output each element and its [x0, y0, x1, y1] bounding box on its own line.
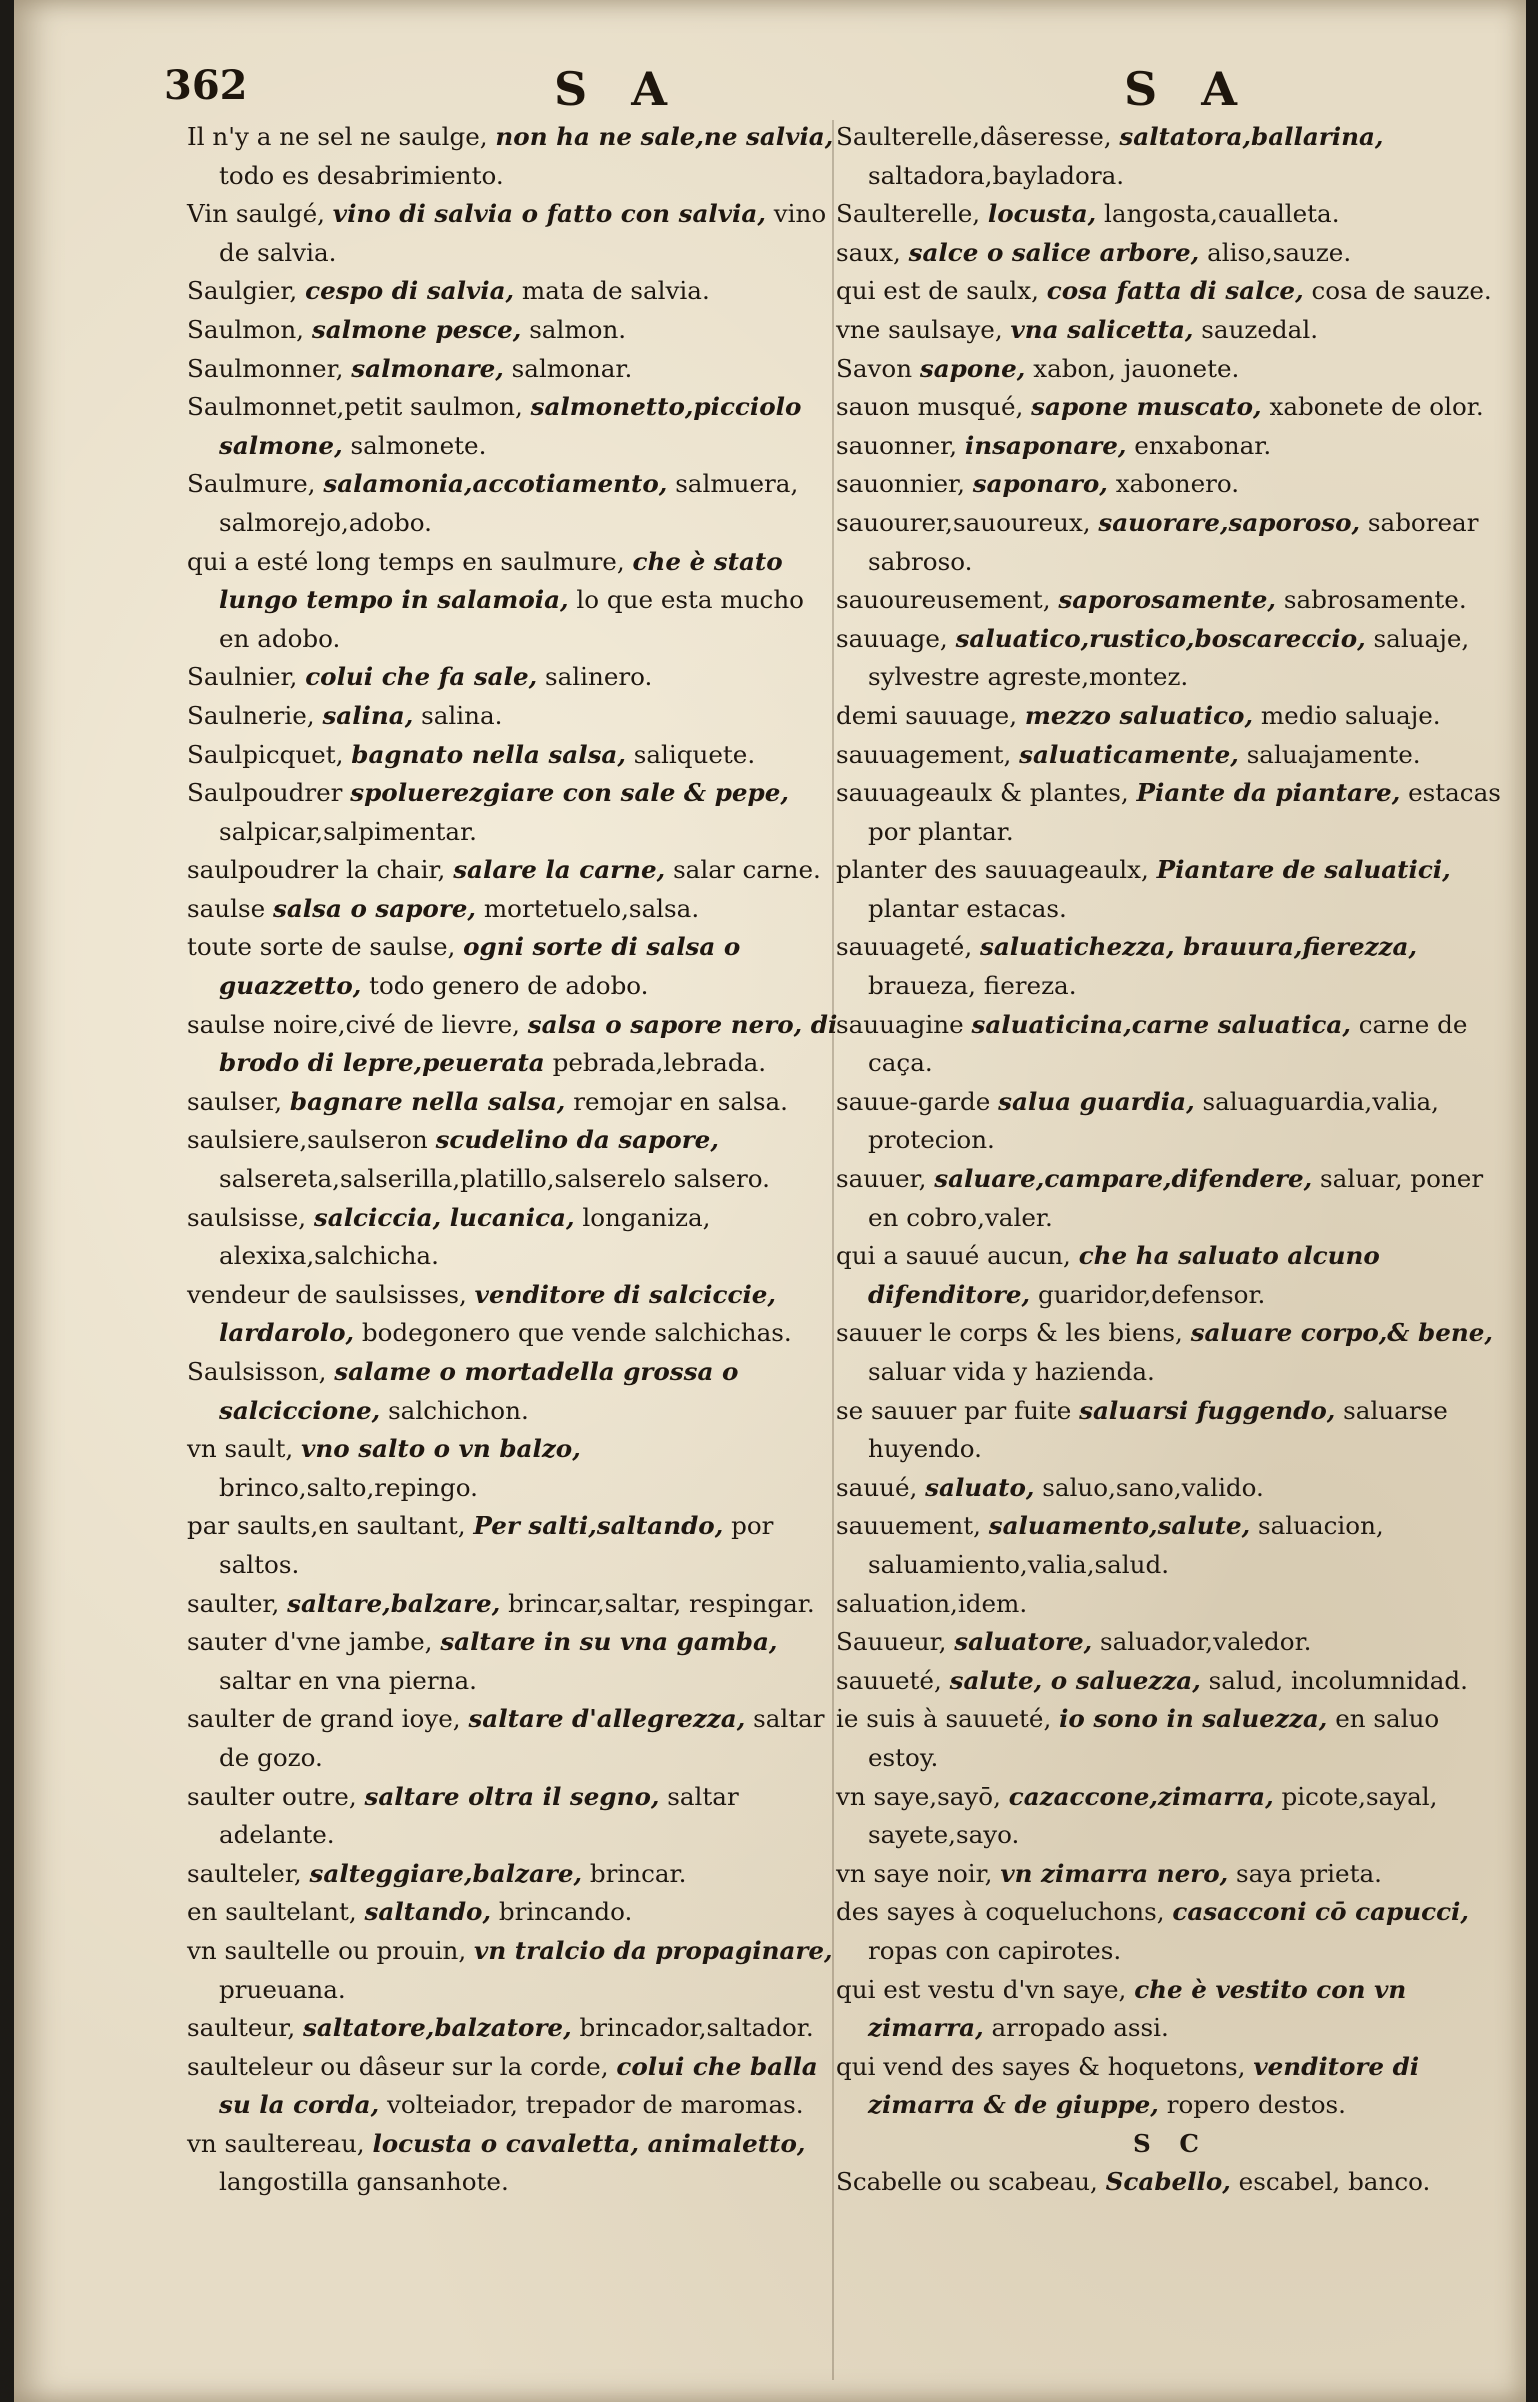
entry-spanish: salpicar,salpimentar. — [219, 816, 477, 846]
dictionary-entry — [187, 658, 839, 697]
entry-french: Saulpoudrer — [187, 778, 343, 808]
dictionary-page — [14, 0, 1526, 2402]
dictionary-entry — [187, 890, 839, 929]
entry-italian: salame o mortadella grossa o salciccione, — [219, 1357, 739, 1425]
entry-italian: salce o salice arbore, — [908, 237, 1200, 267]
entry-italian: salina, — [322, 700, 414, 730]
entry-french: qui a sauué aucun, — [836, 1241, 1071, 1271]
entry-french: saulse noire,civé de lievre, — [187, 1009, 520, 1039]
dictionary-entry — [836, 1778, 1506, 1855]
entry-french: Saulnier, — [187, 662, 298, 692]
entry-italian: vno salto o vn balzo, — [301, 1434, 581, 1464]
entry-spanish: en saluo estoy. — [868, 1704, 1440, 1772]
entry-french: Savon — [836, 353, 913, 383]
entry-french: toute sorte de saulse, — [187, 932, 456, 962]
entry-italian: saluarsi fuggendo, — [1079, 1395, 1336, 1425]
entry-italian: saluatore, — [954, 1627, 1093, 1657]
entry-italian: salsa o sapore, — [273, 893, 476, 923]
entry-french: Saulsisson, — [187, 1357, 327, 1386]
left-running-head: S A — [554, 62, 681, 116]
dictionary-entry — [187, 1353, 839, 1430]
entry-italian: sauorare,saporoso, — [1098, 507, 1361, 537]
dictionary-entry — [187, 272, 839, 311]
entry-french: sauon musqué, — [836, 392, 1024, 422]
entry-italian: saluare,campare,difendere, — [934, 1164, 1313, 1194]
dictionary-entry — [187, 1006, 839, 1083]
dictionary-entry — [836, 581, 1506, 620]
dictionary-entry — [836, 195, 1506, 234]
dictionary-entry — [836, 234, 1506, 273]
entry-italian: saluaticina,carne saluatica, — [971, 1009, 1351, 1039]
entry-italian: scudelino da sapore, — [435, 1125, 719, 1155]
entry-spanish: brinco,salto,repingo. — [219, 1472, 478, 1502]
entry-italian: saluatichezza, brauura,fierezza, — [980, 932, 1418, 962]
entry-spanish: arropado assi. — [991, 2013, 1169, 2043]
entry-italian: saluato, — [925, 1472, 1035, 1502]
entry-spanish: sabrosamente. — [1283, 585, 1467, 615]
entry-italian: cosa fatta di salce, — [1046, 276, 1304, 306]
entry-french: sauonnier, — [836, 469, 965, 499]
entry-french: sauuer le corps & les biens, — [836, 1318, 1183, 1348]
entry-spanish: salmuera, salmorejo,adobo. — [219, 469, 799, 537]
entry-french: saulteler, — [187, 1858, 302, 1888]
entry-french: saluation,idem. — [836, 1588, 1028, 1618]
entry-spanish: volteiador, trepador de maromas. — [387, 2090, 804, 2120]
entry-french: sauoureusement, — [836, 585, 1051, 615]
entry-spanish: salmon. — [529, 314, 627, 344]
dictionary-entry — [187, 350, 839, 389]
entry-french: sauter d'vne jambe, — [187, 1627, 433, 1657]
entry-french: sauue-garde — [836, 1086, 991, 1116]
entry-italian: venditore di salciccie, lardarolo, — [219, 1279, 776, 1348]
dictionary-entry — [187, 388, 839, 465]
entry-spanish: salsereta,salserilla,platillo,salserelo salsero. — [219, 1164, 770, 1194]
dictionary-entry — [187, 311, 839, 350]
dictionary-entry — [836, 504, 1506, 581]
entry-italian: salmonetto,picciolo salmone, — [219, 392, 802, 460]
entry-french: Saulmonner, — [187, 353, 344, 383]
entry-italian: colui che fa sale, — [305, 662, 538, 692]
dictionary-entry — [187, 1199, 839, 1276]
entry-italian: vna salicetta, — [1010, 314, 1194, 344]
entry-spanish: braueza, fiereza. — [868, 971, 1077, 1001]
entry-italian: non ha ne sale,ne salvia, — [495, 122, 834, 151]
page-header — [14, 62, 1526, 122]
dictionary-entry — [836, 1700, 1506, 1777]
entry-italian: salmonare, — [351, 353, 504, 383]
entry-french: sauuageté, — [836, 932, 973, 962]
entry-french: qui est de saulx, — [836, 276, 1039, 306]
entry-italian: venditore di zimarra & de giuppe, — [868, 2051, 1420, 2120]
dictionary-entry — [836, 1662, 1506, 1701]
entry-italian: saltando, — [364, 1897, 492, 1927]
entry-spanish: xabon, jauonete. — [1033, 353, 1240, 383]
entry-spanish: brincar. — [589, 1858, 687, 1888]
entry-french: vn saye,sayō, — [836, 1781, 1001, 1811]
entry-spanish: saborear sabroso. — [868, 507, 1479, 576]
entry-spanish: escabel, banco. — [1238, 2167, 1431, 2197]
entry-italian: saltare d'allegrezza, — [468, 1704, 746, 1734]
entry-french: saulter outre, — [187, 1781, 357, 1811]
entry-spanish: salmonar. — [511, 353, 633, 383]
entry-spanish: picote,sayal, sayete,sayo. — [868, 1781, 1438, 1850]
right-entries — [836, 118, 1506, 2125]
entry-italian: saluamento,salute, — [988, 1511, 1251, 1541]
page-number: 362 — [164, 62, 248, 109]
dictionary-entry — [836, 311, 1506, 350]
entry-spanish: saluador,valedor. — [1100, 1627, 1312, 1657]
entry-spanish: por saltos. — [219, 1511, 774, 1579]
entry-french: saulse — [187, 893, 266, 923]
entry-french: Saulterelle,dâseresse, — [836, 122, 1112, 151]
entry-spanish: todo genero de adobo. — [369, 971, 649, 1001]
entry-spanish: salinero. — [545, 662, 653, 692]
entry-italian: io sono in saluezza, — [1059, 1704, 1328, 1734]
entry-italian: cespo di salvia, — [305, 276, 515, 306]
entry-spanish: guaridor,defensor. — [1037, 1279, 1266, 1309]
entry-spanish: plantar estacas. — [868, 893, 1067, 923]
dictionary-entry — [187, 928, 839, 1005]
entry-italian: saluare corpo,& bene, — [1190, 1318, 1493, 1348]
entry-french: qui est vestu d'vn saye, — [836, 1974, 1127, 2004]
entry-spanish: saltar adelante. — [219, 1781, 739, 1850]
entry-spanish: brincando. — [498, 1897, 633, 1927]
dictionary-entry — [187, 1585, 839, 1624]
entry-italian: saltare in su vna gamba, — [440, 1627, 778, 1657]
entry-french: saulsiere,saulseron — [187, 1125, 428, 1155]
entry-spanish: medio saluaje. — [1260, 700, 1441, 730]
dictionary-entry — [836, 350, 1506, 389]
entry-italian: salciccia, lucanica, — [313, 1202, 575, 1232]
entry-spanish: salud, incolumnidad. — [1208, 1665, 1468, 1695]
entry-french: Saulnerie, — [187, 700, 315, 730]
entry-italian: saponaro, — [972, 469, 1108, 499]
entry-italian: saltare,balzare, — [287, 1588, 501, 1618]
entry-spanish: cosa de sauze. — [1311, 276, 1492, 306]
entry-spanish: carne de caça. — [868, 1009, 1468, 1078]
entry-french: des sayes à coqueluchons, — [836, 1897, 1165, 1927]
entry-italian: mezzo saluatico, — [1024, 700, 1254, 730]
entry-french: sauuer, — [836, 1164, 927, 1194]
entry-spanish: saltar de gozo. — [219, 1704, 825, 1772]
entry-spanish: aliso,sauze. — [1207, 237, 1352, 267]
entry-italian: vn zimarra nero, — [1000, 1858, 1229, 1888]
dictionary-entry — [836, 1623, 1506, 1662]
entry-spanish: brincador,saltador. — [579, 2013, 814, 2043]
entry-french: saulser, — [187, 1086, 283, 1116]
entry-italian: ogni sorte di salsa o guazzetto, — [219, 932, 741, 1001]
entry-french: Vin saulgé, — [187, 199, 325, 229]
entry-french: Saulmon, — [187, 314, 305, 344]
dictionary-entry — [836, 2048, 1506, 2125]
entry-spanish: longaniza, alexixa,salchicha. — [219, 1202, 711, 1271]
entry-french: sauueté, — [836, 1665, 942, 1695]
entry-spanish: xabonete de olor. — [1269, 392, 1484, 422]
section-heading: S C — [1133, 2128, 1209, 2158]
entry-italian: vino di salvia o fatto con salvia, — [332, 199, 766, 229]
entry-french: planter des sauuageaulx, — [836, 855, 1149, 885]
left-column — [187, 118, 839, 2202]
dictionary-entry — [836, 2163, 1506, 2202]
entry-italian: che è vestito con vn zimarra, — [868, 1974, 1407, 2043]
entry-spanish: saliquete. — [633, 739, 756, 769]
entry-french: par saults,en saultant, — [187, 1511, 466, 1541]
dictionary-entry — [836, 1392, 1506, 1469]
entry-spanish: todo es desabrimiento. — [219, 160, 504, 190]
entry-french: vendeur de saulsisses, — [187, 1279, 467, 1309]
entry-french: sauuement, — [836, 1511, 981, 1541]
dictionary-entry — [836, 1083, 1506, 1160]
entry-french: saulter de grand ioye, — [187, 1704, 461, 1734]
entry-spanish: saltar en vna pierna. — [219, 1665, 477, 1695]
entry-italian: salare la carne, — [453, 855, 666, 885]
dictionary-entry — [836, 465, 1506, 504]
entry-french: en saultelant, — [187, 1897, 357, 1927]
entry-french: vn sault, — [187, 1434, 294, 1464]
entry-spanish: saluar vida y hazienda. — [868, 1357, 1155, 1386]
entry-french: saulsisse, — [187, 1202, 307, 1232]
dictionary-entry — [187, 1778, 839, 1855]
entry-spanish: saluaje, sylvestre agreste,montez. — [868, 623, 1470, 692]
entry-french: ie suis à sauueté, — [836, 1704, 1052, 1734]
entry-french: se sauuer par fuite — [836, 1395, 1072, 1425]
entry-french: Saulmure, — [187, 469, 316, 499]
entry-italian: locusta o cavaletta, animaletto, — [372, 2128, 806, 2158]
dictionary-entry — [836, 1006, 1506, 1083]
dictionary-entry — [187, 2009, 839, 2048]
entry-spanish: remojar en salsa. — [573, 1086, 788, 1116]
entry-spanish: saluo,sano,valido. — [1042, 1472, 1264, 1502]
dictionary-entry — [187, 118, 839, 195]
entry-spanish: enxabonar. — [1134, 430, 1272, 460]
entry-italian: sapone, — [919, 353, 1026, 383]
entry-french: Saulgier, — [187, 276, 298, 306]
entry-french: qui a esté long temps en saulmure, — [187, 546, 625, 576]
entry-italian: sapone muscato, — [1031, 392, 1262, 422]
entry-french: Saulterelle, — [836, 199, 981, 229]
entry-french: demi sauuage, — [836, 700, 1018, 730]
entry-french: Saulmonnet,petit saulmon, — [187, 392, 523, 422]
dictionary-entry — [187, 2125, 839, 2202]
entry-italian: salute, o saluezza, — [949, 1665, 1201, 1695]
dictionary-entry — [836, 272, 1506, 311]
entry-spanish: saltadora,bayladora. — [868, 160, 1125, 190]
entry-spanish: saluar, poner en cobro,valer. — [868, 1164, 1484, 1232]
entry-french: sauuageaulx & plantes, — [836, 778, 1129, 808]
entry-spanish: brincar,saltar, respingar. — [508, 1588, 815, 1618]
dictionary-entry — [836, 620, 1506, 697]
entry-french: saux, — [836, 237, 901, 267]
entry-french: Sauueur, — [836, 1627, 947, 1657]
dictionary-entry — [836, 736, 1506, 775]
dictionary-entry — [187, 1083, 839, 1122]
dictionary-entry — [836, 1469, 1506, 1508]
entry-french: Il n'y a ne sel ne saulge, — [187, 122, 488, 151]
entry-italian: salmone pesce, — [311, 314, 522, 344]
entry-italian: casacconi cō capucci, — [1172, 1897, 1469, 1927]
dictionary-entry — [187, 195, 839, 272]
dictionary-entry — [836, 774, 1506, 851]
dictionary-entry — [836, 697, 1506, 736]
entry-italian: saluaticamente, — [1019, 739, 1239, 769]
entry-spanish: langosta,caualleta. — [1104, 199, 1340, 229]
entry-french: vn saultelle ou prouin, — [187, 1935, 467, 1965]
entry-italian: salamonia,accotiamento, — [323, 469, 668, 499]
entry-french: saulteleur ou dâseur sur la corde, — [187, 2051, 609, 2081]
dictionary-entry — [187, 774, 839, 851]
dictionary-entry — [187, 1276, 839, 1353]
entry-italian: saltatora,ballarina, — [1119, 122, 1384, 151]
entry-french: sauourer,sauoureux, — [836, 507, 1091, 537]
entry-italian: locusta, — [987, 199, 1097, 229]
entry-spanish: vino de salvia. — [219, 199, 827, 267]
entry-italian: che ha saluato alcuno difenditore, — [868, 1241, 1380, 1309]
dictionary-entry — [187, 736, 839, 775]
dictionary-entry — [187, 1121, 839, 1198]
entry-italian: saltatore,balzatore, — [302, 2013, 572, 2043]
dictionary-entry — [187, 1507, 839, 1584]
entry-spanish: estacas por plantar. — [868, 778, 1501, 846]
entry-spanish: ropas con capirotes. — [868, 1935, 1122, 1965]
entry-italian: bagnare nella salsa, — [289, 1086, 566, 1116]
dictionary-entry — [836, 427, 1506, 466]
dictionary-entry — [187, 543, 839, 659]
entry-french: saulter, — [187, 1588, 280, 1618]
entry-french: Saulpicquet, — [187, 739, 344, 769]
entry-spanish: salmonete. — [350, 430, 487, 460]
entry-spanish: bodegonero que vende salchichas. — [361, 1318, 792, 1348]
dictionary-entry — [187, 1430, 839, 1507]
entry-spanish: salchichon. — [388, 1395, 529, 1425]
entry-italian: Piante da piantare, — [1136, 778, 1401, 808]
column-divider — [832, 120, 834, 2380]
entry-spanish: prueuana. — [219, 1974, 346, 2004]
entry-italian: salsa o sapore nero, di brodo di lepre,peuerata — [219, 1009, 838, 1078]
dictionary-entry — [836, 851, 1506, 928]
right-running-head: S A — [1124, 62, 1251, 116]
entry-italian: colui che balla su la corda, — [219, 2051, 818, 2120]
entry-spanish: mata de salvia. — [521, 276, 710, 306]
entry-spanish: langostilla gansanhote. — [219, 2167, 509, 2197]
entry-french: Scabelle ou scabeau, — [836, 2167, 1098, 2197]
entry-spanish: salina. — [421, 700, 503, 730]
entry-italian: vn tralcio da propaginare, — [474, 1935, 833, 1965]
entry-spanish: pebrada,lebrada. — [552, 1048, 767, 1078]
dictionary-entry — [836, 928, 1506, 1005]
entry-spanish: saluajamente. — [1246, 739, 1421, 769]
dictionary-entry — [187, 1623, 839, 1700]
entry-italian: Scabello, — [1105, 2167, 1231, 2197]
entry-italian: salteggiare,balzare, — [309, 1858, 583, 1888]
entry-italian: saluatico,rustico,boscareccio, — [955, 623, 1366, 653]
entry-french: sauuagement, — [836, 739, 1012, 769]
dictionary-entry — [836, 388, 1506, 427]
dictionary-entry — [836, 1971, 1506, 2048]
entry-french: sauuagine — [836, 1009, 964, 1039]
entry-italian: che è stato lungo tempo in salamoia, — [219, 546, 783, 615]
entry-italian: salua guardia, — [998, 1086, 1195, 1116]
dictionary-entry — [836, 1237, 1506, 1314]
entry-spanish: mortetuelo,salsa. — [483, 893, 700, 923]
dictionary-entry — [187, 1932, 839, 2009]
entry-french: saulpoudrer la chair, — [187, 855, 446, 885]
entry-italian: Piantare de saluatici, — [1156, 855, 1451, 885]
entry-spanish: saya prieta. — [1236, 1858, 1382, 1888]
entry-spanish: xabonero. — [1115, 469, 1240, 499]
entry-spanish: lo que esta mucho en adobo. — [219, 585, 804, 653]
dictionary-entry — [836, 1314, 1506, 1391]
entry-french: vne saulsaye, — [836, 314, 1003, 344]
dictionary-entry — [187, 1855, 839, 1894]
entry-french: sauué, — [836, 1472, 918, 1502]
dictionary-entry — [187, 1700, 839, 1777]
dictionary-entry — [836, 118, 1506, 195]
dictionary-entry — [836, 1855, 1506, 1894]
entry-italian: saltare oltra il segno, — [364, 1781, 660, 1811]
dictionary-entry — [187, 697, 839, 736]
entry-french: saulteur, — [187, 2013, 296, 2043]
dictionary-entry — [836, 1893, 1506, 1970]
dictionary-entry — [836, 1507, 1506, 1584]
entry-spanish: saluacion, saluamiento,valia,salud. — [868, 1511, 1384, 1579]
entry-italian: saporosamente, — [1058, 585, 1276, 615]
dictionary-entry — [187, 2048, 839, 2125]
entry-spanish: ropero destos. — [1166, 2090, 1346, 2120]
entry-italian: Per salti,saltando, — [473, 1511, 724, 1541]
entry-italian: cazaccone,zimarra, — [1008, 1781, 1274, 1811]
dictionary-entry — [836, 1585, 1506, 1624]
entry-french: qui vend des sayes & hoquetons, — [836, 2051, 1246, 2081]
entry-italian: insaponare, — [964, 430, 1127, 460]
dictionary-entry — [187, 851, 839, 890]
entry-french: vn saye noir, — [836, 1858, 993, 1888]
entry-italian: bagnato nella salsa, — [351, 739, 626, 769]
entry-french: sauuage, — [836, 623, 948, 653]
right-column — [836, 118, 1506, 2202]
entry-french: vn saultereau, — [187, 2128, 365, 2158]
entry-french: sauonner, — [836, 430, 958, 460]
entry-spanish: saluarse huyendo. — [868, 1395, 1448, 1464]
dictionary-entry — [836, 1160, 1506, 1237]
dictionary-entry — [187, 1893, 839, 1932]
entry-spanish: salar carne. — [673, 855, 821, 885]
entry-italian: spoluerezgiare con sale & pepe, — [350, 778, 789, 808]
dictionary-entry — [187, 465, 839, 542]
entry-spanish: sauzedal. — [1201, 314, 1319, 344]
entry-spanish: saluaguardia,valia, protecion. — [868, 1086, 1439, 1155]
